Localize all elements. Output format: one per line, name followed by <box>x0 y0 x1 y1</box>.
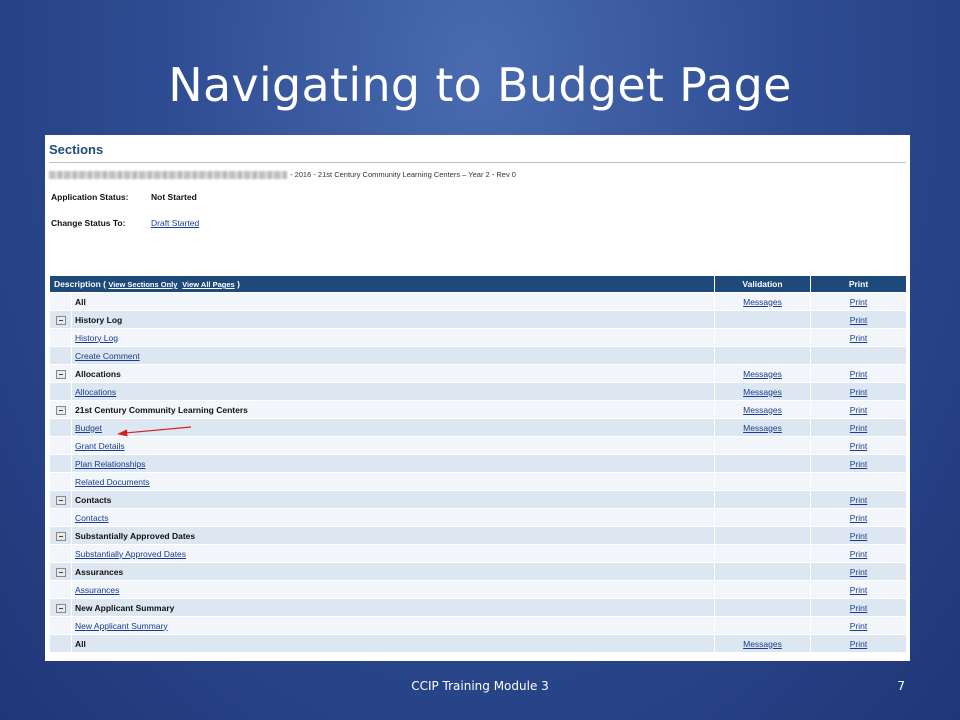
collapse-icon[interactable] <box>56 370 66 379</box>
row-print-cell <box>811 401 907 419</box>
header-open-paren: ( <box>103 279 106 289</box>
row-description-cell <box>72 491 715 509</box>
change-status-row <box>51 218 199 228</box>
row-description-cell <box>72 635 715 653</box>
page-link-budget[interactable]: Budget <box>75 422 102 433</box>
collapse-icon[interactable] <box>56 604 66 613</box>
print-link[interactable]: Print <box>849 620 868 631</box>
application-title-suffix: - 2016 - 21st Century Community Learning Centers – Year 2 - Rev 0 <box>290 170 516 179</box>
row-toggle-cell <box>50 365 72 383</box>
row-print-cell <box>811 581 907 599</box>
row-toggle-cell <box>50 581 72 599</box>
row-toggle-cell <box>50 455 72 473</box>
table-row <box>50 329 907 347</box>
row-description-cell <box>72 293 715 311</box>
row-validation-cell <box>715 329 811 347</box>
section-label: All <box>75 638 86 649</box>
validation-header: Validation <box>715 276 811 293</box>
print-link[interactable]: Print <box>849 602 868 613</box>
collapse-icon[interactable] <box>56 568 66 577</box>
row-toggle-cell <box>50 473 72 491</box>
messages-link[interactable]: Messages <box>743 296 782 307</box>
row-validation-cell <box>715 473 811 491</box>
print-link[interactable]: Print <box>849 584 868 595</box>
table-row <box>50 599 907 617</box>
collapse-icon[interactable] <box>56 496 66 505</box>
print-link[interactable]: Print <box>849 548 868 559</box>
page-link-assurances[interactable]: Assurances <box>75 584 120 595</box>
row-description-cell <box>72 311 715 329</box>
row-validation-cell <box>715 599 811 617</box>
collapse-icon[interactable] <box>56 406 66 415</box>
row-toggle-cell <box>50 293 72 311</box>
row-toggle-cell <box>50 311 72 329</box>
row-toggle-cell <box>50 329 72 347</box>
messages-link[interactable]: Messages <box>743 386 782 397</box>
row-toggle-cell <box>50 599 72 617</box>
slide-title: Navigating to Budget Page <box>168 58 792 112</box>
messages-link[interactable]: Messages <box>743 404 782 415</box>
row-toggle-cell <box>50 527 72 545</box>
row-print-cell <box>811 365 907 383</box>
print-link[interactable]: Print <box>849 440 868 451</box>
sections-table-header <box>50 276 907 293</box>
row-print-cell <box>811 383 907 401</box>
table-row <box>50 437 907 455</box>
row-validation-cell <box>715 617 811 635</box>
view-all-pages-link[interactable]: View All Pages <box>182 280 235 289</box>
section-label: 21st Century Community Learning Centers <box>75 404 248 415</box>
row-toggle-cell <box>50 635 72 653</box>
row-toggle-cell <box>50 563 72 581</box>
print-link[interactable]: Print <box>849 494 868 505</box>
row-print-cell <box>811 293 907 311</box>
row-description-cell <box>72 401 715 419</box>
application-status-row <box>51 192 197 202</box>
table-row <box>50 509 907 527</box>
page-link-history-log[interactable]: History Log <box>75 332 118 343</box>
print-link[interactable]: Print <box>849 386 868 397</box>
row-validation-cell <box>715 563 811 581</box>
page-link-create-comment[interactable]: Create Comment <box>75 350 140 361</box>
row-validation-cell <box>715 419 811 437</box>
slide-footer: CCIP Training Module 3 <box>411 679 549 693</box>
row-validation-cell <box>715 545 811 563</box>
table-row <box>50 365 907 383</box>
messages-link[interactable]: Messages <box>743 368 782 379</box>
application-title-line <box>49 170 516 179</box>
row-validation-cell <box>715 635 811 653</box>
table-row <box>50 527 907 545</box>
row-description-cell <box>72 383 715 401</box>
table-row <box>50 635 907 653</box>
page-link-grant-details[interactable]: Grant Details <box>75 440 125 451</box>
page-link-new-applicant-summary[interactable]: New Applicant Summary <box>75 620 168 631</box>
row-description-cell <box>72 545 715 563</box>
print-link[interactable]: Print <box>849 296 868 307</box>
row-description-cell <box>72 347 715 365</box>
print-link[interactable]: Print <box>849 332 868 343</box>
row-description-cell <box>72 329 715 347</box>
page-link-allocations[interactable]: Allocations <box>75 386 117 397</box>
table-row <box>50 311 907 329</box>
print-link[interactable]: Print <box>849 458 868 469</box>
print-link[interactable]: Print <box>849 566 868 577</box>
row-toggle-cell <box>50 347 72 365</box>
table-row <box>50 383 907 401</box>
print-link[interactable]: Print <box>849 422 868 433</box>
row-print-cell <box>811 617 907 635</box>
collapse-icon[interactable] <box>56 532 66 541</box>
print-link[interactable]: Print <box>849 314 868 325</box>
page-link-substantially-approved-dates[interactable]: Substantially Approved Dates <box>75 548 187 559</box>
print-link[interactable]: Print <box>849 530 868 541</box>
row-toggle-cell <box>50 401 72 419</box>
row-description-cell <box>72 617 715 635</box>
table-row <box>50 617 907 635</box>
section-label: Substantially Approved Dates <box>75 530 196 541</box>
row-toggle-cell <box>50 509 72 527</box>
row-toggle-cell <box>50 617 72 635</box>
row-validation-cell <box>715 509 811 527</box>
row-validation-cell <box>715 581 811 599</box>
change-status-label: Change Status To: <box>51 218 126 228</box>
print-link[interactable]: Print <box>849 512 868 523</box>
row-description-cell <box>72 509 715 527</box>
row-validation-cell <box>715 383 811 401</box>
row-validation-cell <box>715 455 811 473</box>
row-validation-cell <box>715 401 811 419</box>
redacted-applicant-name <box>49 171 287 179</box>
messages-link[interactable]: Messages <box>743 422 782 433</box>
messages-link[interactable]: Messages <box>743 638 782 649</box>
table-row <box>50 419 907 437</box>
print-link[interactable]: Print <box>849 368 868 379</box>
row-description-cell <box>72 365 715 383</box>
header-close-paren: ) <box>237 279 240 289</box>
section-label: Assurances <box>75 566 124 577</box>
row-print-cell <box>811 491 907 509</box>
row-print-cell <box>811 635 907 653</box>
row-toggle-cell <box>50 419 72 437</box>
row-validation-cell <box>715 491 811 509</box>
description-header <box>50 276 715 293</box>
row-print-cell <box>811 527 907 545</box>
row-print-cell <box>811 311 907 329</box>
row-description-cell <box>72 581 715 599</box>
table-row <box>50 455 907 473</box>
table-row <box>50 491 907 509</box>
slide-page-number: 7 <box>897 679 905 693</box>
page-link-related-documents[interactable]: Related Documents <box>75 476 150 487</box>
application-status-value: Not Started <box>151 192 197 202</box>
table-row <box>50 581 907 599</box>
row-validation-cell <box>715 347 811 365</box>
row-description-cell <box>72 527 715 545</box>
section-label: History Log <box>75 314 123 325</box>
row-print-cell <box>811 347 907 365</box>
row-print-cell <box>811 545 907 563</box>
section-label: New Applicant Summary <box>75 602 175 613</box>
row-toggle-cell <box>50 491 72 509</box>
table-row <box>50 545 907 563</box>
application-status-label: Application Status: <box>51 192 129 202</box>
row-validation-cell <box>715 437 811 455</box>
ccip-screenshot <box>45 135 910 661</box>
row-description-cell <box>72 473 715 491</box>
row-validation-cell <box>715 293 811 311</box>
row-description-cell <box>72 437 715 455</box>
row-print-cell <box>811 563 907 581</box>
row-validation-cell <box>715 527 811 545</box>
heading-divider <box>49 162 906 163</box>
row-toggle-cell <box>50 545 72 563</box>
print-link[interactable]: Print <box>849 404 868 415</box>
row-description-cell <box>72 419 715 437</box>
table-row <box>50 347 907 365</box>
table-row <box>50 563 907 581</box>
row-validation-cell <box>715 311 811 329</box>
row-description-cell <box>72 599 715 617</box>
sections-heading: Sections <box>49 142 104 157</box>
section-label: All <box>75 296 86 307</box>
view-sections-only-link[interactable]: View Sections Only <box>108 280 178 289</box>
description-header-label: Description <box>54 279 101 289</box>
table-row <box>50 293 907 311</box>
section-label: Contacts <box>75 494 112 505</box>
row-description-cell <box>72 563 715 581</box>
row-print-cell <box>811 599 907 617</box>
page-link-plan-relationships[interactable]: Plan Relationships <box>75 458 146 469</box>
sections-table <box>49 275 907 653</box>
draft-started-link[interactable]: Draft Started <box>151 218 200 228</box>
print-link[interactable]: Print <box>849 638 868 649</box>
row-toggle-cell <box>50 437 72 455</box>
row-toggle-cell <box>50 383 72 401</box>
row-print-cell <box>811 419 907 437</box>
row-print-cell <box>811 437 907 455</box>
row-description-cell <box>72 455 715 473</box>
row-print-cell <box>811 509 907 527</box>
collapse-icon[interactable] <box>56 316 66 325</box>
row-print-cell <box>811 473 907 491</box>
print-header: Print <box>811 276 907 293</box>
table-row <box>50 473 907 491</box>
page-link-contacts[interactable]: Contacts <box>75 512 109 523</box>
row-print-cell <box>811 455 907 473</box>
table-row <box>50 401 907 419</box>
row-print-cell <box>811 329 907 347</box>
row-validation-cell <box>715 365 811 383</box>
section-label: Allocations <box>75 368 121 379</box>
